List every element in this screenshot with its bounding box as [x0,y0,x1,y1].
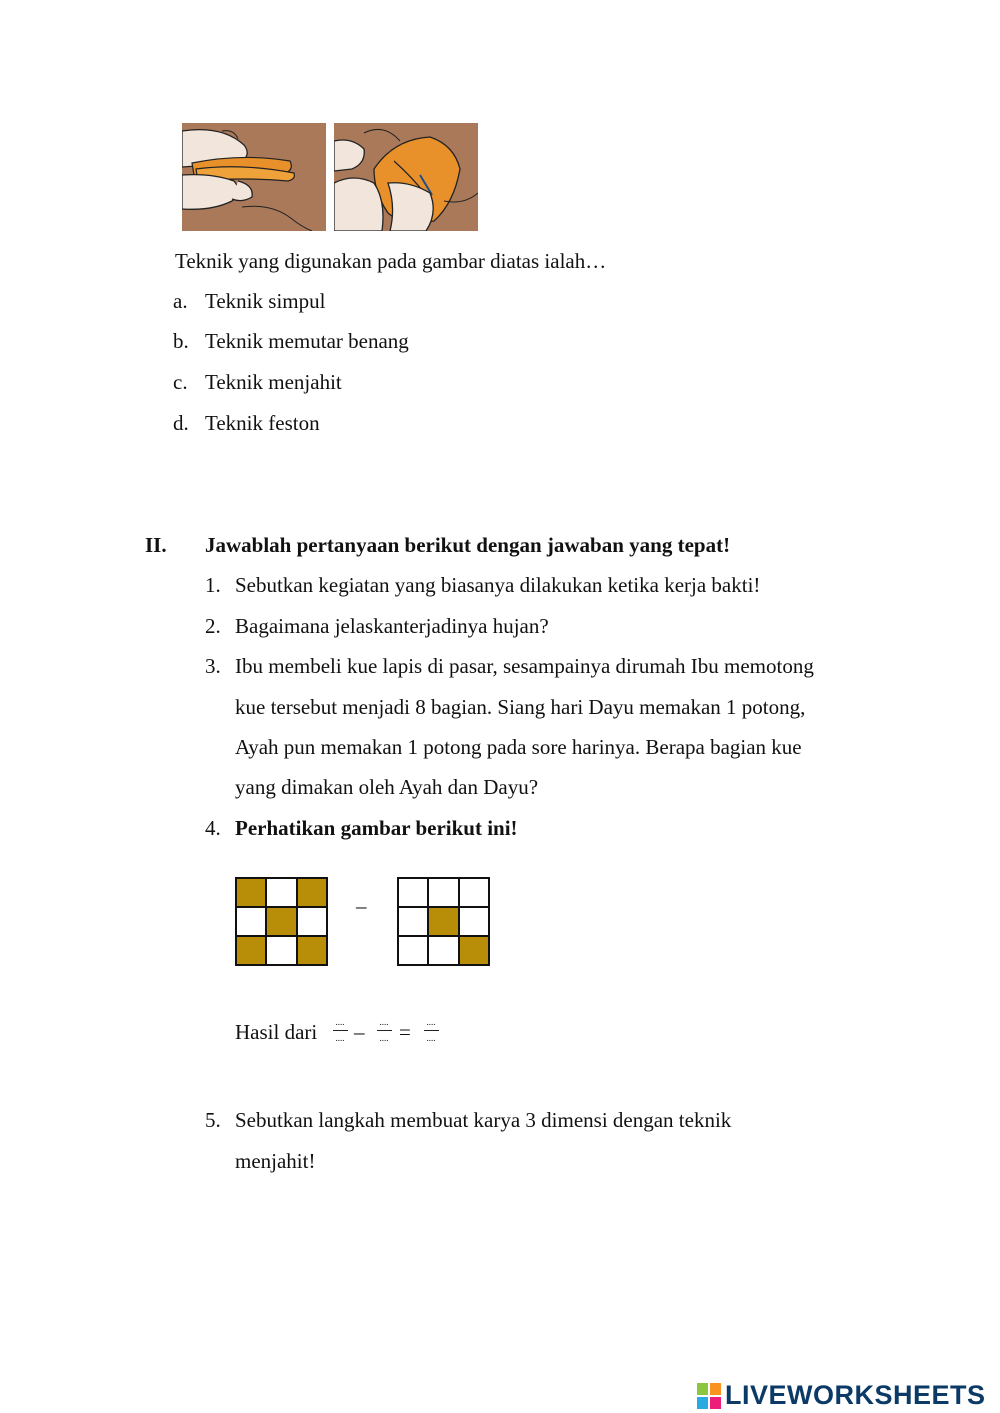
item-number: 4. [205,816,221,840]
illustration-thread-twisting [182,123,326,231]
item-text: Sebutkan langkah membuat karya 3 dimensi dengan teknik [235,1108,732,1132]
denominator-blank: .... [335,1033,345,1043]
fraction-blank-1[interactable] [331,1018,349,1043]
item-number: 3. [205,654,221,678]
grid-cell-empty [399,908,427,935]
item-text: Bagaimana jelaskanterjadinya hujan? [235,614,549,638]
option-text: Teknik feston [205,411,320,435]
grid-cell-empty [429,879,457,906]
grid-cell-shaded [460,937,488,964]
question-prompt: Teknik yang digunakan pada gambar diatas ialah… [175,249,607,273]
grid-cell-empty [429,937,457,964]
grid-cell-empty [399,937,427,964]
item-text: Ayah pun memakan 1 potong pada sore harinya. Berapa bagian kue [235,735,802,759]
option-text: Teknik menjahit [205,370,342,394]
fraction-grid-right [397,877,490,966]
denominator-blank: .... [426,1033,436,1043]
logo-icon [697,1383,721,1409]
numerator-blank: .... [379,1017,389,1027]
minus-operator: – [356,894,367,918]
section-heading: Jawablah pertanyaan berikut dengan jawaban yang tepat! [205,533,731,557]
item-text: yang dimakan oleh Ayah dan Dayu? [235,775,539,799]
item-text: Perhatikan gambar berikut ini! [235,816,518,840]
option-text: Teknik simpul [205,289,326,313]
result-minus: – [354,1020,365,1044]
option-letter: a. [173,289,188,313]
item-number: 1. [205,573,221,597]
grid-cell-empty [399,879,427,906]
grid-cell-empty [460,879,488,906]
grid-cell-shaded [237,937,265,964]
item-number: 5. [205,1108,221,1132]
logo-text: LIVEWORKSHEETS [725,1380,986,1410]
fraction-blank-2[interactable] [375,1018,393,1043]
illustration-sewing [334,123,478,231]
result-label: Hasil dari [235,1020,318,1044]
numerator-blank: .... [335,1017,345,1027]
grid-cell-shaded [237,879,265,906]
liveworksheets-logo [697,1380,986,1411]
item-number: 2. [205,614,221,638]
result-equals: = [399,1020,411,1044]
option-letter: b. [173,329,189,353]
grid-cell-empty [267,937,295,964]
item-text: menjahit! [235,1149,316,1173]
grid-cell-shaded [298,879,326,906]
fraction-grid-left [235,877,328,966]
grid-cell-shaded [267,908,295,935]
item-text: Ibu membeli kue lapis di pasar, sesampainya dirumah Ibu memotong [235,654,814,678]
item-text: Sebutkan kegiatan yang biasanya dilakukan ketika kerja bakti! [235,573,761,597]
section-numeral: II. [145,533,167,557]
grid-cell-shaded [298,937,326,964]
option-letter: d. [173,411,189,435]
item-text: kue tersebut menjadi 8 bagian. Siang hari Dayu memakan 1 potong, [235,695,806,719]
grid-cell-empty [237,908,265,935]
fraction-blank-3[interactable] [422,1018,440,1043]
denominator-blank: .... [379,1033,389,1043]
grid-cell-shaded [429,908,457,935]
option-text: Teknik memutar benang [205,329,409,353]
numerator-blank: .... [426,1017,436,1027]
option-letter: c. [173,370,188,394]
grid-cell-empty [460,908,488,935]
grid-cell-empty [298,908,326,935]
grid-cell-empty [267,879,295,906]
